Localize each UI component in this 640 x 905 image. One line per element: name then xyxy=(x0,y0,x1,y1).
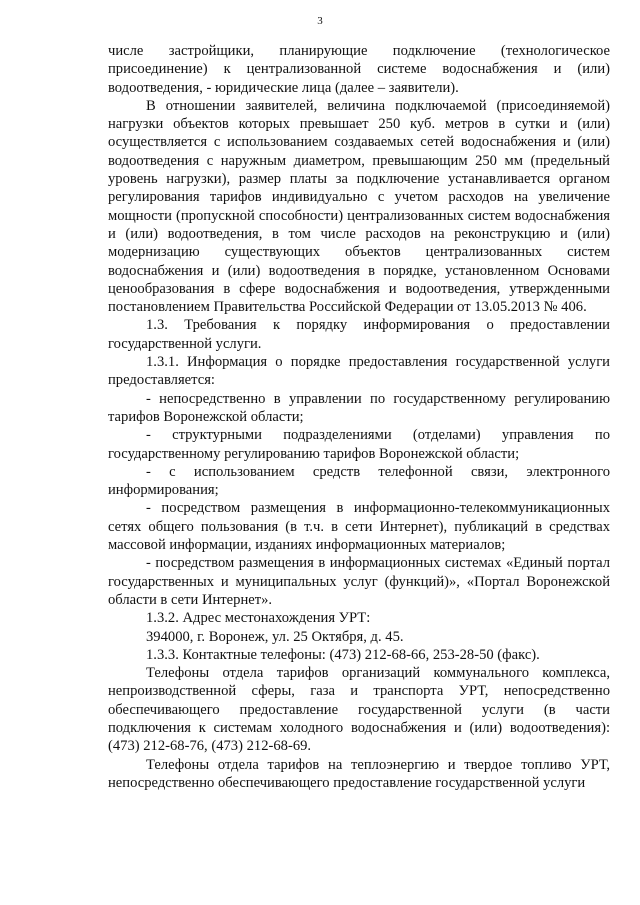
paragraph: - посредством размещения в информационных системах «Единый портал государственных и муниципальных услуг (функций)», «Портал Воронежской области в сети Интернет». xyxy=(108,555,610,608)
paragraph: - посредством размещения в информационно-телекоммуникационных сетях общего пользования (в т.ч. в сети Интернет), публикаций в средствах массовой информации, изданиях информационных материалов; xyxy=(108,500,610,554)
paragraph: - непосредственно в управлении по государственному регулированию тарифов Воронежской области; xyxy=(108,390,610,425)
document-body xyxy=(108,42,610,792)
page-number: 3 xyxy=(317,15,323,27)
paragraph: 1.3. Требования к порядку информирования о предоставлении государственной услуги. xyxy=(108,317,610,352)
paragraph: 1.3.1. Информация о порядке предоставления государственной услуги предоставляется: xyxy=(108,354,610,389)
paragraph: Телефоны отдела тарифов организаций коммунального комплекса, непроизводственной сферы, газа и транспорта УРТ, непосредственно обеспечивающего предоставление государственной услуги (в части подключения к системам холодного водоснабжения и (или) водоотведения): (473) 212-68-76, (473) 212-68-69. xyxy=(108,665,610,755)
paragraph: 394000, г. Воронеж, ул. 25 Октября, д. 45. xyxy=(146,628,404,645)
paragraph: 1.3.3. Контактные телефоны: (473) 212-68-66, 253-28-50 (факс). xyxy=(146,646,540,663)
paragraph: 1.3.2. Адрес местонахождения УРТ: xyxy=(146,610,371,627)
paragraph: - структурными подразделениями (отделами) управления по государственному регулированию тарифов Воронежской области; xyxy=(108,427,610,462)
paragraph: - с использованием средств телефонной связи, электронного информирования; xyxy=(108,463,610,499)
paragraph: Телефоны отдела тарифов на теплоэнергию и твердое топливо УРТ, непосредственно обеспечивающего предоставление государственной услуги xyxy=(108,756,610,791)
paragraph: числе застройщики, планирующие подключение (технологическое присоединение) к централизованной системе водоснабжения и (или) водоотведения, - юридические лица (далее – заявители). xyxy=(108,43,610,96)
paragraph: В отношении заявителей, величина подключаемой (присоединяемой) нагрузки объектов которых превышает 250 куб. метров в сутки и (или) осуществляется с использованием создаваемых сетей водоснабжения и (или) водоотведения с наружным диаметром, превышающим 250 мм (предельный уровень нагрузки), размер платы за подключение устанавливается органом регулирования тарифов индивидуально с учетом расходов на увеличение мощности (пропускной способности) централизованных систем водоснабжения и (или) водоотведения, в том числе расходов на реконструкцию и (или) модернизацию существующих объектов централизованных систем водоснабжения и (или) водоотведения в порядке, установленном Основами ценообразования в сфере водоснабжения и водоотведения, утвержденными постановлением Правительства Российской Федерации от 13.05.2013 № 406. xyxy=(108,97,610,316)
